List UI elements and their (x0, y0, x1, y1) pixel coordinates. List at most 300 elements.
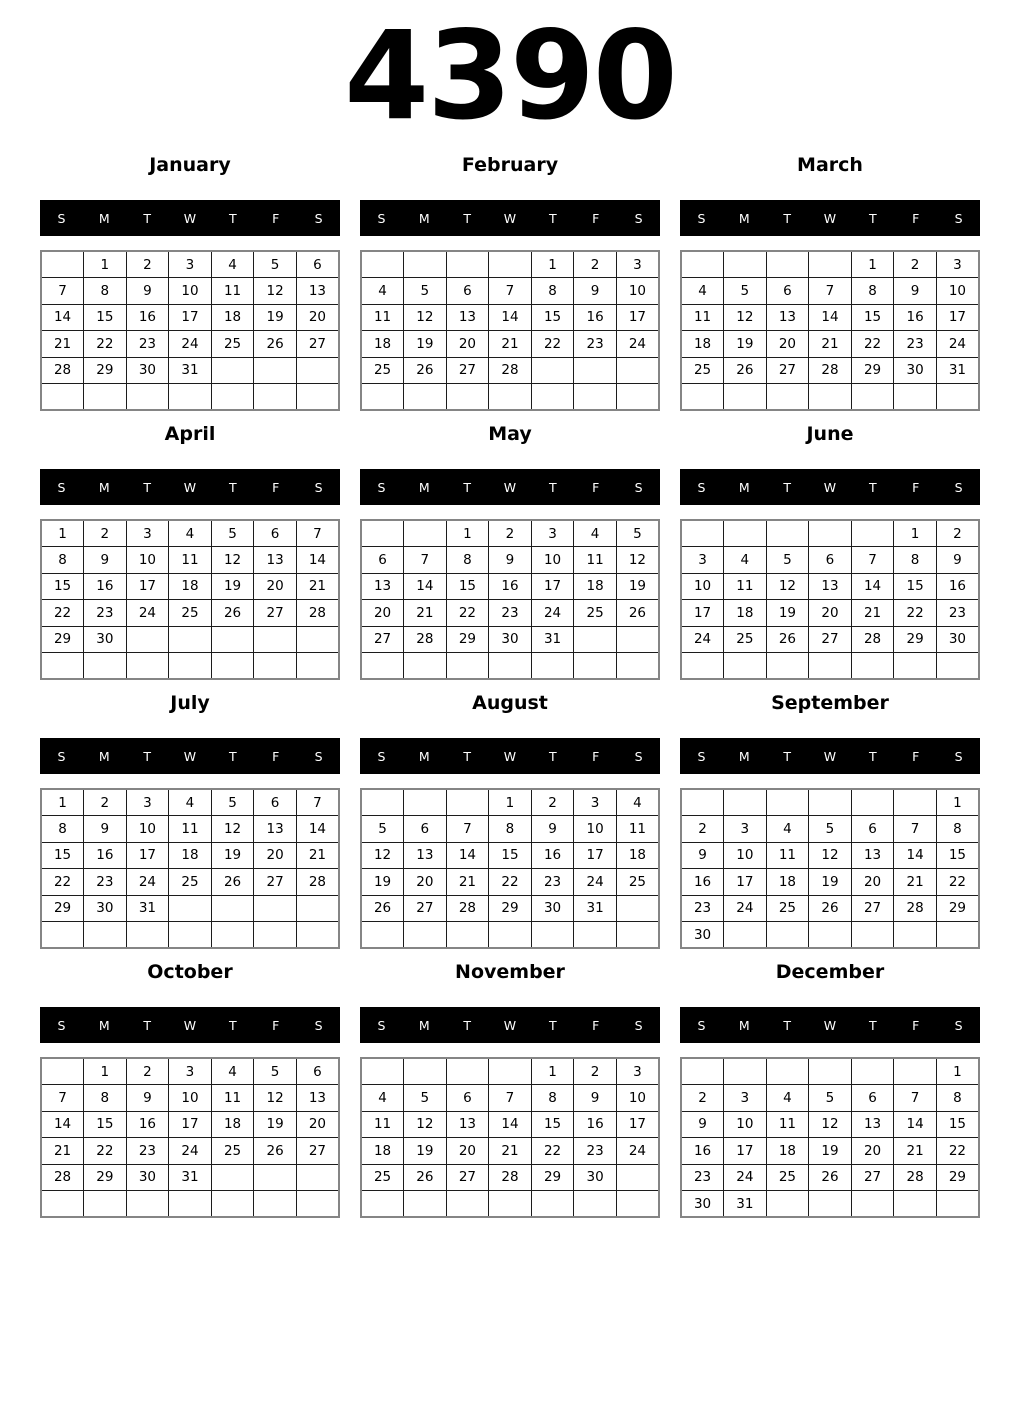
month-october (40, 959, 340, 1218)
day-cell-empty (489, 653, 532, 680)
day-cell: 4 (169, 520, 212, 547)
day-cell: 13 (254, 547, 297, 574)
day-cell: 8 (84, 278, 127, 305)
day-cell: 9 (574, 278, 617, 305)
day-cell: 2 (574, 1058, 617, 1085)
day-cell: 5 (211, 789, 254, 816)
day-cell-empty (936, 1191, 979, 1218)
day-cell-empty (574, 626, 617, 653)
day-cell-empty (254, 895, 297, 922)
week-row (41, 547, 339, 574)
day-cell-empty (574, 653, 617, 680)
day-cell: 14 (894, 842, 937, 869)
day-cell: 27 (766, 357, 809, 384)
day-cell: 5 (809, 816, 852, 843)
day-cell-empty (84, 1191, 127, 1218)
weekday-label: S (954, 748, 963, 764)
week-row (681, 573, 979, 600)
day-cell: 13 (446, 1111, 489, 1138)
day-cell: 15 (489, 842, 532, 869)
weekday-header (40, 738, 340, 774)
day-cell: 25 (616, 869, 659, 896)
week-row (41, 653, 339, 680)
day-cell-empty (851, 653, 894, 680)
day-cell: 15 (41, 573, 84, 600)
day-cell: 9 (894, 278, 937, 305)
day-cell-empty (851, 520, 894, 547)
day-cell-empty (404, 1191, 447, 1218)
day-cell-empty (446, 384, 489, 411)
weekday-label: W (183, 479, 197, 495)
month-august (360, 690, 660, 949)
day-cell: 28 (41, 357, 84, 384)
day-cell: 12 (404, 304, 447, 331)
day-cell: 7 (894, 1085, 937, 1112)
week-row (41, 895, 339, 922)
day-cell: 27 (851, 1164, 894, 1191)
day-cell: 9 (681, 1111, 724, 1138)
month-april (40, 421, 340, 680)
day-cell: 29 (936, 895, 979, 922)
day-cell: 4 (766, 816, 809, 843)
day-cell: 7 (894, 816, 937, 843)
day-cell: 6 (361, 547, 404, 574)
day-cell: 11 (361, 1111, 404, 1138)
week-row (361, 600, 659, 627)
day-cell-empty (681, 251, 724, 278)
day-cell: 5 (724, 278, 767, 305)
day-cell: 16 (574, 1111, 617, 1138)
day-cell-empty (851, 789, 894, 816)
day-cell-empty (766, 520, 809, 547)
weekday-header (680, 469, 980, 505)
day-cell: 24 (126, 600, 169, 627)
day-cell: 30 (489, 626, 532, 653)
day-cell-empty (489, 384, 532, 411)
week-row (361, 1191, 659, 1218)
day-cell-empty (724, 1058, 767, 1085)
day-cell: 31 (936, 357, 979, 384)
day-cell: 2 (681, 816, 724, 843)
day-cell: 13 (296, 1085, 339, 1112)
day-cell: 29 (936, 1164, 979, 1191)
month-title: March (797, 154, 863, 176)
day-cell: 31 (126, 895, 169, 922)
day-cell-empty (851, 1191, 894, 1218)
day-cell: 26 (724, 357, 767, 384)
day-cell-empty (361, 922, 404, 949)
day-cell: 9 (84, 547, 127, 574)
week-row (681, 789, 979, 816)
day-cell: 26 (404, 1164, 447, 1191)
day-cell: 11 (616, 816, 659, 843)
day-cell-empty (724, 520, 767, 547)
weekday-label: T (463, 748, 471, 764)
weekday-label: M (98, 210, 110, 226)
weekday-label: T (869, 1017, 877, 1033)
day-cell: 18 (724, 600, 767, 627)
day-cell: 23 (84, 869, 127, 896)
month-december (680, 959, 980, 1218)
day-cell: 20 (809, 600, 852, 627)
week-row (681, 1138, 979, 1165)
day-cell: 4 (169, 789, 212, 816)
day-cell-empty (211, 357, 254, 384)
day-cell-empty (724, 789, 767, 816)
day-cell: 10 (126, 547, 169, 574)
weekday-label: F (912, 479, 920, 495)
day-cell-empty (574, 1191, 617, 1218)
day-cell-empty (809, 789, 852, 816)
weekday-label: M (98, 748, 110, 764)
day-cell: 16 (894, 304, 937, 331)
week-row (361, 573, 659, 600)
day-cell-empty (211, 1164, 254, 1191)
day-cell: 19 (254, 304, 297, 331)
day-cell-empty (616, 922, 659, 949)
day-cell: 8 (936, 1085, 979, 1112)
day-cell: 24 (169, 331, 212, 358)
day-cell: 6 (446, 1085, 489, 1112)
day-cell: 10 (531, 547, 574, 574)
weekday-label: T (869, 479, 877, 495)
week-row (681, 895, 979, 922)
day-cell-empty (766, 384, 809, 411)
weekday-label: F (592, 210, 600, 226)
day-cell-empty (404, 789, 447, 816)
weekday-label: W (503, 479, 517, 495)
month-days-table (680, 1057, 980, 1218)
day-cell: 12 (766, 573, 809, 600)
day-cell: 29 (84, 1164, 127, 1191)
day-cell: 10 (169, 278, 212, 305)
weekday-label: S (954, 479, 963, 495)
day-cell-empty (296, 1191, 339, 1218)
day-cell: 27 (446, 357, 489, 384)
day-cell: 21 (894, 1138, 937, 1165)
day-cell-empty (894, 1191, 937, 1218)
weekday-label: M (738, 1017, 750, 1033)
day-cell-empty (489, 1058, 532, 1085)
day-cell-empty (531, 357, 574, 384)
day-cell-empty (126, 653, 169, 680)
day-cell-empty (851, 384, 894, 411)
day-cell: 7 (446, 816, 489, 843)
day-cell: 7 (296, 520, 339, 547)
day-cell: 10 (169, 1085, 212, 1112)
day-cell-empty (361, 1191, 404, 1218)
day-cell: 14 (41, 1111, 84, 1138)
week-row (41, 842, 339, 869)
day-cell-empty (531, 1191, 574, 1218)
day-cell: 12 (254, 1085, 297, 1112)
day-cell: 10 (724, 842, 767, 869)
day-cell: 17 (531, 573, 574, 600)
day-cell: 7 (296, 789, 339, 816)
weekday-label: S (314, 1017, 323, 1033)
day-cell-empty (616, 653, 659, 680)
day-cell: 23 (574, 331, 617, 358)
day-cell: 29 (84, 357, 127, 384)
day-cell-empty (616, 1164, 659, 1191)
day-cell: 31 (531, 626, 574, 653)
weekday-label: W (503, 1017, 517, 1033)
day-cell: 6 (296, 1058, 339, 1085)
day-cell: 2 (936, 520, 979, 547)
day-cell: 5 (211, 520, 254, 547)
day-cell-empty (84, 653, 127, 680)
day-cell: 6 (851, 816, 894, 843)
day-cell: 7 (851, 547, 894, 574)
day-cell-empty (616, 384, 659, 411)
week-row (361, 869, 659, 896)
month-days-table (40, 788, 340, 949)
week-row (681, 816, 979, 843)
weekday-label: S (377, 1017, 386, 1033)
weekday-label: T (869, 210, 877, 226)
week-row (361, 251, 659, 278)
day-cell: 23 (574, 1138, 617, 1165)
day-cell-empty (84, 922, 127, 949)
weekday-label: F (592, 1017, 600, 1033)
day-cell-empty (809, 1191, 852, 1218)
weekday-label: W (823, 479, 837, 495)
day-cell: 22 (851, 331, 894, 358)
day-cell: 23 (681, 1164, 724, 1191)
day-cell-empty (531, 922, 574, 949)
day-cell: 23 (681, 895, 724, 922)
day-cell: 28 (809, 357, 852, 384)
day-cell: 27 (361, 626, 404, 653)
day-cell: 29 (41, 895, 84, 922)
day-cell: 18 (574, 573, 617, 600)
day-cell: 16 (936, 573, 979, 600)
week-row (41, 304, 339, 331)
weekday-label: W (183, 210, 197, 226)
weekday-label: M (98, 1017, 110, 1033)
day-cell: 4 (361, 278, 404, 305)
day-cell-empty (169, 384, 212, 411)
day-cell: 27 (446, 1164, 489, 1191)
month-september (680, 690, 980, 949)
day-cell: 9 (126, 1085, 169, 1112)
day-cell-empty (809, 1058, 852, 1085)
day-cell: 9 (681, 842, 724, 869)
day-cell-empty (766, 1191, 809, 1218)
month-title: June (806, 423, 854, 445)
day-cell: 16 (126, 304, 169, 331)
day-cell: 20 (766, 331, 809, 358)
day-cell: 6 (254, 789, 297, 816)
weekday-header (360, 1007, 660, 1043)
weekday-header (360, 200, 660, 236)
weekday-label: M (738, 479, 750, 495)
day-cell: 22 (894, 600, 937, 627)
day-cell: 28 (446, 895, 489, 922)
day-cell: 4 (616, 789, 659, 816)
week-row (361, 357, 659, 384)
day-cell: 15 (936, 1111, 979, 1138)
day-cell: 4 (766, 1085, 809, 1112)
weekday-label: T (463, 1017, 471, 1033)
day-cell: 13 (446, 304, 489, 331)
day-cell: 27 (404, 895, 447, 922)
day-cell: 5 (361, 816, 404, 843)
day-cell: 12 (361, 842, 404, 869)
weekday-header (680, 1007, 980, 1043)
day-cell-empty (296, 922, 339, 949)
weekday-label: W (823, 210, 837, 226)
month-days-table (360, 250, 660, 411)
day-cell-empty (254, 1191, 297, 1218)
weekday-label: M (418, 210, 430, 226)
day-cell: 25 (169, 869, 212, 896)
day-cell: 24 (126, 869, 169, 896)
day-cell-empty (446, 1058, 489, 1085)
day-cell-empty (766, 1058, 809, 1085)
day-cell: 10 (126, 816, 169, 843)
weekday-label: M (418, 1017, 430, 1033)
weekday-label: T (783, 1017, 791, 1033)
day-cell-empty (681, 653, 724, 680)
day-cell-empty (681, 520, 724, 547)
day-cell: 27 (851, 895, 894, 922)
weekday-label: S (377, 748, 386, 764)
day-cell: 20 (296, 304, 339, 331)
day-cell: 12 (724, 304, 767, 331)
day-cell: 21 (894, 869, 937, 896)
day-cell-empty (169, 895, 212, 922)
weekday-label: W (823, 1017, 837, 1033)
week-row (41, 1164, 339, 1191)
day-cell: 17 (574, 842, 617, 869)
day-cell: 13 (404, 842, 447, 869)
day-cell: 3 (169, 1058, 212, 1085)
day-cell: 23 (489, 600, 532, 627)
weekday-label: F (272, 210, 280, 226)
week-row (41, 626, 339, 653)
day-cell-empty (41, 653, 84, 680)
weekday-header (40, 469, 340, 505)
day-cell-empty (211, 384, 254, 411)
week-row (41, 789, 339, 816)
day-cell-empty (531, 384, 574, 411)
day-cell-empty (851, 1058, 894, 1085)
weekday-label: F (592, 479, 600, 495)
week-row (681, 653, 979, 680)
week-row (361, 384, 659, 411)
day-cell-empty (531, 653, 574, 680)
month-days-table (680, 788, 980, 949)
day-cell-empty (766, 251, 809, 278)
weekday-label: F (912, 748, 920, 764)
day-cell-empty (894, 653, 937, 680)
day-cell-empty (616, 895, 659, 922)
day-cell: 27 (296, 1138, 339, 1165)
day-cell-empty (766, 653, 809, 680)
week-row (361, 1164, 659, 1191)
day-cell: 23 (126, 1138, 169, 1165)
weekday-label: S (697, 479, 706, 495)
weekday-label: S (697, 748, 706, 764)
day-cell: 3 (936, 251, 979, 278)
day-cell-empty (724, 251, 767, 278)
day-cell: 7 (404, 547, 447, 574)
day-cell: 26 (809, 895, 852, 922)
day-cell: 22 (84, 1138, 127, 1165)
day-cell: 14 (894, 1111, 937, 1138)
day-cell: 21 (489, 331, 532, 358)
day-cell-empty (41, 384, 84, 411)
day-cell: 1 (936, 1058, 979, 1085)
day-cell-empty (211, 895, 254, 922)
day-cell: 12 (211, 816, 254, 843)
day-cell: 8 (41, 816, 84, 843)
day-cell: 1 (41, 789, 84, 816)
week-row (41, 922, 339, 949)
weekday-label: F (912, 1017, 920, 1033)
day-cell: 24 (724, 1164, 767, 1191)
day-cell-empty (211, 653, 254, 680)
day-cell: 3 (724, 816, 767, 843)
day-cell: 15 (41, 842, 84, 869)
day-cell: 29 (41, 626, 84, 653)
day-cell: 4 (724, 547, 767, 574)
day-cell: 25 (724, 626, 767, 653)
day-cell-empty (169, 653, 212, 680)
day-cell-empty (296, 626, 339, 653)
day-cell-empty (766, 922, 809, 949)
day-cell-empty (126, 1191, 169, 1218)
day-cell-empty (574, 384, 617, 411)
day-cell: 21 (296, 573, 339, 600)
day-cell: 16 (574, 304, 617, 331)
day-cell: 15 (531, 304, 574, 331)
day-cell: 29 (446, 626, 489, 653)
day-cell: 19 (211, 573, 254, 600)
day-cell-empty (41, 922, 84, 949)
day-cell: 23 (126, 331, 169, 358)
day-cell: 11 (724, 573, 767, 600)
weekday-label: S (314, 210, 323, 226)
day-cell: 11 (766, 842, 809, 869)
weekday-label: T (463, 210, 471, 226)
day-cell: 16 (126, 1111, 169, 1138)
day-cell-empty (894, 922, 937, 949)
weekday-label: S (57, 210, 66, 226)
day-cell: 1 (84, 1058, 127, 1085)
weekday-label: F (592, 748, 600, 764)
month-title: November (455, 961, 565, 983)
day-cell-empty (574, 357, 617, 384)
day-cell: 20 (404, 869, 447, 896)
week-row (41, 1138, 339, 1165)
week-row (41, 1111, 339, 1138)
day-cell: 4 (681, 278, 724, 305)
day-cell: 7 (41, 1085, 84, 1112)
day-cell: 28 (489, 1164, 532, 1191)
weekday-label: T (143, 1017, 151, 1033)
day-cell-empty (616, 357, 659, 384)
day-cell: 14 (809, 304, 852, 331)
day-cell: 16 (681, 869, 724, 896)
weekday-label: M (738, 210, 750, 226)
day-cell: 2 (681, 1085, 724, 1112)
week-row (681, 357, 979, 384)
day-cell-empty (809, 653, 852, 680)
day-cell-empty (489, 251, 532, 278)
day-cell: 15 (84, 304, 127, 331)
